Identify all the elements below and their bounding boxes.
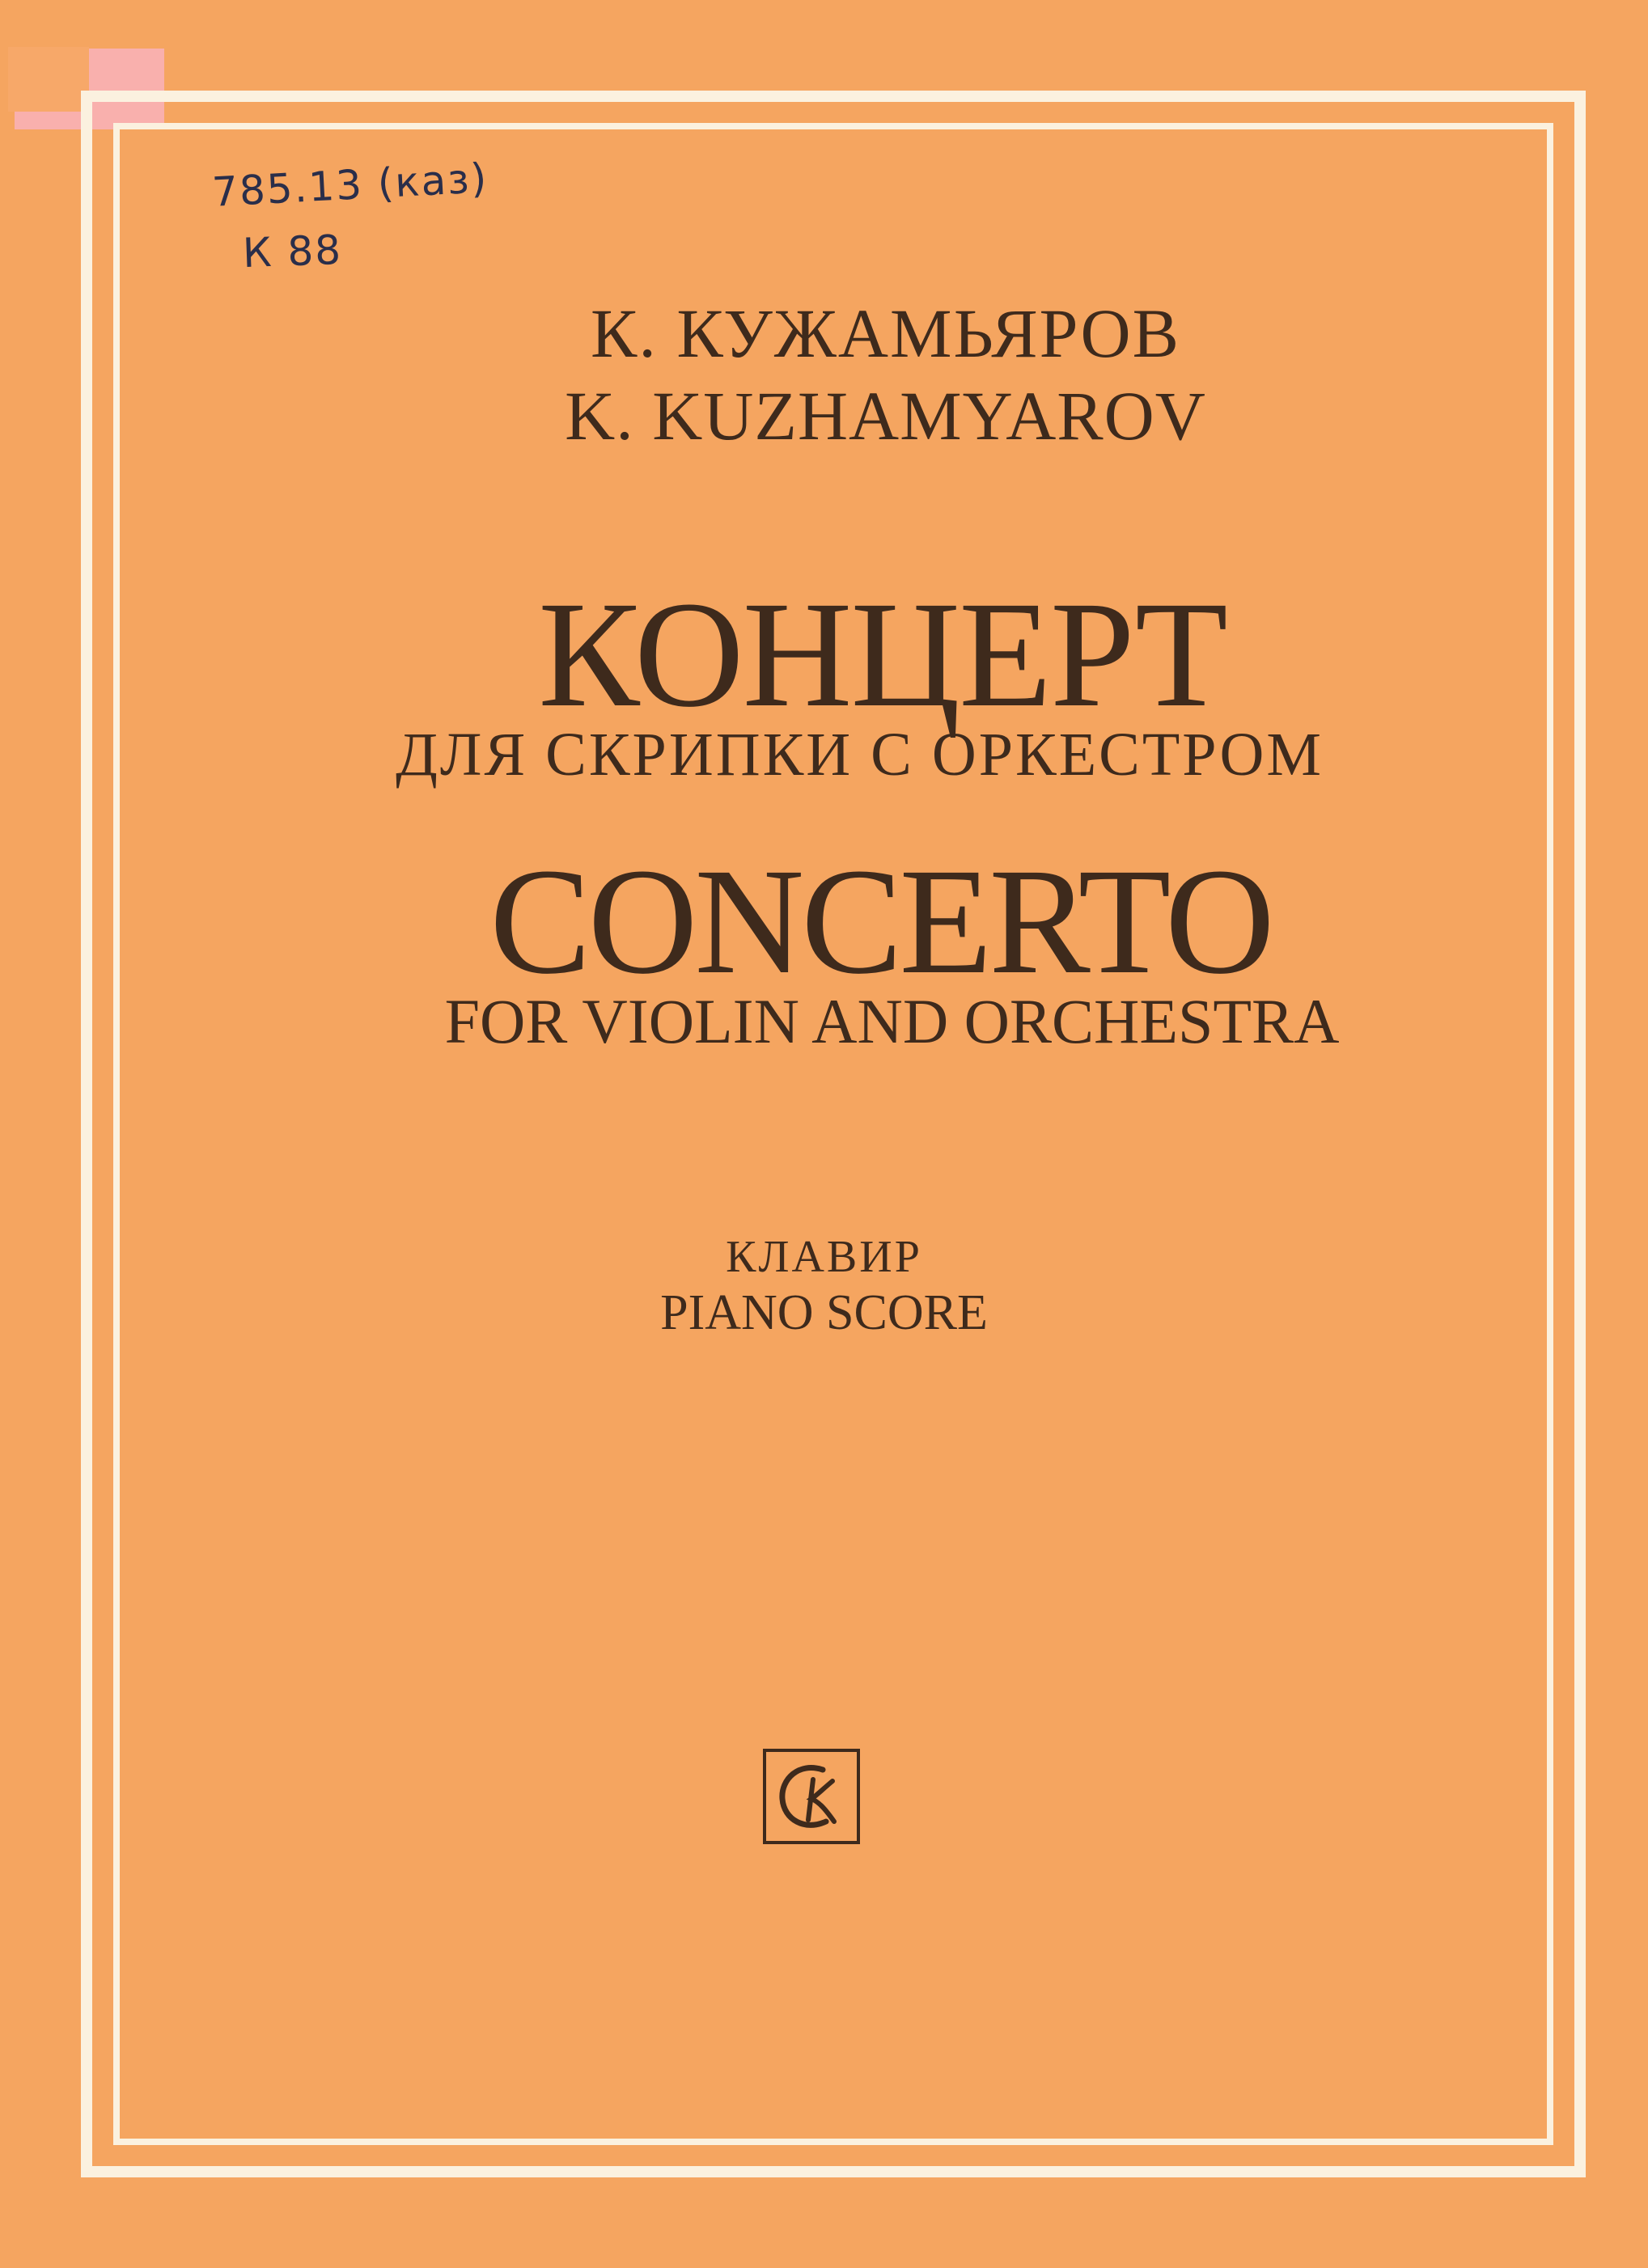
title-en: CONCERTO (489, 836, 1272, 1005)
subtitle-en: FOR VIOLIN AND ORCHESTRA (444, 986, 1340, 1056)
edition-type-en: PIANO SCORE (660, 1285, 988, 1340)
edition-type-ru: КЛАВИР (726, 1232, 922, 1282)
shelfmark-author-code: К 88 (242, 226, 343, 277)
author-name-ru: К. КУЖАМЬЯРОВ (590, 294, 1181, 372)
library-tab-overlay (8, 47, 89, 112)
subtitle-ru: ДЛЯ СКРИПКИ С ОРКЕСТРОМ (396, 721, 1324, 789)
publisher-logo-mark (766, 1752, 857, 1841)
title-ru: КОНЦЕРТ (538, 569, 1226, 738)
publisher-logo-icon (763, 1749, 860, 1844)
author-name-en: K. KUZHAMYAROV (565, 377, 1206, 455)
shelfmark-classification: 785.13 (каз) (210, 154, 489, 216)
